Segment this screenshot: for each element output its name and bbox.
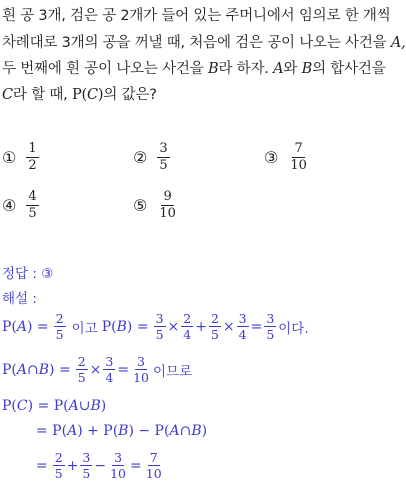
numerator: 2	[210, 311, 219, 326]
question-text: 의 값은?	[103, 87, 157, 103]
numerator: 2	[77, 354, 86, 369]
option-number: ②	[133, 147, 148, 167]
variable-a: A	[169, 423, 180, 439]
numerator: 7	[294, 141, 303, 156]
fraction	[80, 451, 92, 480]
numerator: 9	[163, 189, 172, 204]
paren: )	[201, 423, 208, 439]
option-fraction	[288, 142, 309, 172]
numerator: 2	[55, 311, 64, 326]
solution-line-2	[2, 355, 192, 384]
numerator: 2	[54, 450, 63, 465]
text: 이므로	[152, 363, 193, 380]
fraction	[54, 312, 66, 341]
variable-b: B	[116, 318, 127, 335]
variable-a: A	[16, 318, 28, 335]
times: ×	[89, 361, 102, 378]
plus: ) + P(	[77, 423, 119, 439]
denominator: 5	[266, 327, 275, 343]
numerator: 1	[28, 141, 37, 156]
times: ×	[222, 318, 235, 335]
option-fraction	[26, 190, 38, 220]
denominator: 10	[290, 157, 307, 173]
fraction	[237, 312, 249, 341]
solution-line-5	[36, 451, 166, 480]
option-number: ③	[264, 147, 279, 167]
denominator: 5	[55, 327, 64, 343]
variable-a: A	[67, 423, 78, 439]
variable-b: B	[191, 423, 202, 439]
intersection: ∩	[179, 423, 192, 439]
fraction	[103, 355, 115, 384]
denominator: 4	[105, 370, 114, 386]
denominator: 4	[238, 327, 247, 343]
variable-a: A,	[390, 35, 406, 51]
option-4[interactable]	[2, 190, 41, 220]
question-text: 와	[283, 61, 298, 77]
prob-symbol: P(	[101, 318, 117, 335]
fraction	[144, 451, 164, 480]
denominator: 5	[77, 370, 86, 386]
solution-line-4	[36, 423, 207, 439]
denominator: 10	[110, 466, 127, 482]
denominator: 10	[159, 205, 176, 221]
text: 이고	[71, 320, 98, 337]
numerator: 4	[28, 189, 37, 204]
denominator: 5	[155, 327, 164, 343]
answer-label: 정답 : ③	[2, 266, 54, 282]
question-line-1	[2, 4, 391, 25]
intersection: ∩	[27, 361, 39, 378]
denominator: 5	[159, 157, 168, 173]
variable-c: C	[2, 87, 13, 103]
denominator: 5	[210, 327, 219, 343]
variable-b: B	[207, 61, 219, 77]
minus: −	[94, 457, 107, 474]
plus: +	[66, 457, 79, 474]
prob-symbol: P(	[71, 87, 87, 103]
explanation-label: 해설 :	[2, 291, 37, 307]
option-fraction	[157, 142, 169, 172]
paren: )	[100, 398, 107, 414]
question-text: 두 번째에 흰 공이 나오는 사건을	[2, 61, 204, 77]
denominator: 10	[145, 466, 162, 482]
minus: ) − P(	[128, 423, 170, 439]
question-line-2	[2, 31, 406, 52]
question-text: 차례대로 3개의 공을 꺼낼 때, 처음에 검은 공이 나오는 사건을	[2, 35, 387, 51]
variable-a: A	[68, 398, 79, 414]
numerator: 3	[155, 311, 164, 326]
equals: = P(	[36, 423, 68, 439]
numerator: 3	[114, 450, 123, 465]
question-text: 라 하자.	[218, 61, 269, 77]
question-text: 의 합사건을	[312, 61, 386, 77]
numerator: 3	[105, 354, 114, 369]
numerator: 3	[137, 354, 145, 369]
times: ×	[167, 318, 180, 335]
variable-b: B	[118, 423, 129, 439]
variable-b: B	[38, 361, 50, 378]
numerator: 7	[149, 450, 158, 465]
question-line-4	[2, 83, 157, 104]
option-number: ①	[2, 147, 17, 167]
numerator: 3	[82, 450, 91, 465]
equals: ) = P(	[27, 398, 69, 414]
fraction	[154, 312, 166, 341]
equals: =	[36, 457, 48, 474]
denominator: 2	[28, 157, 37, 173]
numerator: 3	[266, 311, 275, 326]
variable-b: B	[301, 61, 313, 77]
fraction	[264, 312, 276, 341]
option-fraction	[157, 190, 178, 220]
variable-a: A	[273, 61, 284, 77]
option-3[interactable]	[264, 142, 311, 172]
equals: ) =	[126, 318, 149, 335]
question-line-3	[2, 57, 386, 78]
fraction	[181, 312, 193, 341]
option-number: ④	[2, 195, 17, 215]
equals: ) =	[49, 361, 71, 378]
equals: =	[130, 457, 142, 474]
denominator: 5	[54, 466, 63, 482]
numerator: 3	[159, 141, 168, 156]
variable-a: A	[16, 361, 28, 378]
variable-b: B	[90, 398, 101, 414]
option-1[interactable]	[2, 142, 41, 172]
question-text: 라 할 때,	[12, 87, 68, 103]
fraction	[53, 451, 65, 480]
solution-line-3	[2, 398, 106, 414]
denominator: 5	[82, 466, 91, 482]
denominator: 4	[183, 327, 192, 343]
fraction	[108, 451, 128, 480]
option-number: ⑤	[133, 195, 148, 215]
fraction	[76, 355, 88, 384]
denominator: 10	[133, 370, 149, 386]
option-5[interactable]	[133, 190, 180, 220]
denominator: 5	[28, 205, 37, 221]
union: ∪	[78, 398, 91, 414]
plus: +	[195, 318, 207, 335]
prob-symbol: P(	[2, 318, 17, 335]
equals: =	[250, 318, 263, 335]
fraction	[209, 312, 221, 341]
prob-symbol: P(	[2, 398, 17, 414]
prob-symbol: P(	[2, 361, 17, 378]
explanation-label-line	[2, 287, 37, 307]
answer-line	[2, 262, 53, 282]
text: 이다.	[278, 320, 309, 337]
variable-c: C	[87, 87, 98, 103]
equals: ) =	[27, 318, 49, 335]
option-2[interactable]	[133, 142, 172, 172]
paren: )	[97, 87, 104, 103]
variable-c: C	[16, 398, 28, 414]
numerator: 2	[183, 311, 192, 326]
equals: =	[117, 361, 130, 378]
question-text: 흰 공 3개, 검은 공 2개가 들어 있는 주머니에서 임의로 한 개씩	[2, 8, 391, 24]
fraction	[131, 355, 151, 384]
option-fraction	[26, 142, 38, 172]
solution-line-1	[2, 312, 309, 341]
numerator: 3	[238, 311, 247, 326]
